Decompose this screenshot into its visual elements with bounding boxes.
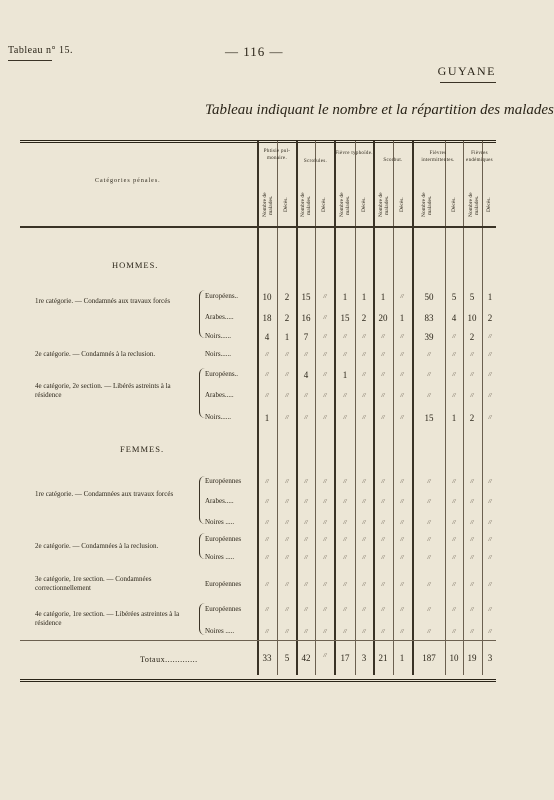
totals-label: Totaux.............	[140, 655, 198, 664]
table-cell: //	[488, 629, 492, 635]
table-cell: //	[452, 372, 456, 378]
table-cell: //	[285, 629, 289, 635]
sub-nombre: Nombre de malades.	[468, 192, 480, 218]
totals-cell: 1	[399, 653, 405, 663]
table-cell: 5	[451, 292, 457, 302]
table-cell: 2	[487, 313, 493, 323]
table-cell: //	[381, 415, 385, 421]
table-cell: //	[362, 537, 366, 543]
table-cell: 1	[451, 413, 457, 423]
table-cell: //	[285, 479, 289, 485]
sub-deces: Décès.	[451, 197, 457, 213]
col-rule	[315, 141, 316, 675]
table-cell: //	[362, 582, 366, 588]
table-cell: 15	[340, 313, 350, 323]
sub-nombre: Nombre de malades.	[378, 192, 390, 218]
table-cell: //	[427, 555, 431, 561]
col-group-fievres-intermittentes: Fièvres intermittentes.	[421, 151, 455, 163]
table-cell: //	[285, 555, 289, 561]
table-cell: //	[304, 629, 308, 635]
table-cell: //	[452, 629, 456, 635]
table-cell: //	[488, 372, 492, 378]
table-cell: 5	[469, 292, 475, 302]
table-cell: 50	[424, 292, 434, 302]
table-cell: //	[343, 582, 347, 588]
header-bottom-rule	[20, 226, 496, 228]
table-cell: //	[470, 372, 474, 378]
table-cell: //	[381, 582, 385, 588]
table-cell: //	[362, 555, 366, 561]
table-cell: 10	[262, 292, 272, 302]
category-hommes-3: 4e catégorie, 2e section. — Libérés astreints à la résidence	[35, 382, 171, 399]
group-europeens: Européens..	[205, 292, 239, 300]
table-cell: //	[427, 479, 431, 485]
group-noires: Noires .....	[205, 627, 235, 635]
sub-nombre: Nombre de malades.	[339, 192, 351, 218]
table-cell: //	[323, 555, 327, 561]
table-cell: //	[400, 352, 404, 358]
table-cell: //	[381, 479, 385, 485]
table-cell: //	[470, 479, 474, 485]
category-hommes-2: 2e catégorie. — Condamnés à la reclusion.	[35, 350, 156, 358]
table-cell: //	[452, 582, 456, 588]
table-cell: //	[323, 607, 327, 613]
group-noires: Noires .....	[205, 553, 235, 561]
col-rule	[355, 141, 356, 675]
table-cell: //	[285, 393, 289, 399]
table-cell: 1	[399, 313, 405, 323]
totals-cell: 3	[361, 653, 367, 663]
col-group-scorbut: Scorbut.	[383, 158, 403, 163]
table-cell: //	[470, 393, 474, 399]
table-cell: //	[470, 499, 474, 505]
totals-cell: 17	[340, 653, 350, 663]
table-cell: //	[452, 393, 456, 399]
table-cell: //	[427, 352, 431, 358]
table-cell: //	[400, 629, 404, 635]
table-cell: 16	[301, 313, 311, 323]
table-cell: //	[304, 520, 308, 526]
header-rule	[8, 60, 52, 61]
totals-cell: 19	[467, 653, 477, 663]
table-cell: //	[343, 352, 347, 358]
row-header-label: Catégories pénales.	[95, 178, 161, 184]
col-group-fievres-endemiques: Fièvres endémiques	[466, 151, 493, 163]
group-arabes: Arabes.....	[205, 313, 234, 321]
col-rule	[277, 141, 278, 675]
section-femmes: FEMMES.	[120, 444, 165, 454]
table-cell: //	[265, 582, 269, 588]
table-cell: //	[488, 415, 492, 421]
table-cell: //	[304, 352, 308, 358]
table-cell: 2	[284, 292, 290, 302]
table-cell: //	[323, 315, 327, 321]
table-cell: //	[343, 607, 347, 613]
table-cell: //	[381, 352, 385, 358]
col-rule	[296, 141, 298, 675]
table-cell: //	[304, 499, 308, 505]
table-cell: //	[362, 352, 366, 358]
table-cell: //	[362, 629, 366, 635]
table-cell: //	[427, 582, 431, 588]
table-cell: //	[427, 629, 431, 635]
totals-cell: 187	[422, 653, 436, 663]
col-rule	[445, 141, 446, 675]
table-cell: //	[323, 537, 327, 543]
table-cell: 18	[262, 313, 272, 323]
table-number: Tableau n° 15.	[8, 45, 74, 56]
table-cell: //	[265, 499, 269, 505]
table-cell: //	[362, 334, 366, 340]
table-cell: //	[381, 372, 385, 378]
totals-cell: 21	[378, 653, 388, 663]
table-cell: //	[362, 393, 366, 399]
table-cell: //	[362, 520, 366, 526]
table-cell: //	[470, 520, 474, 526]
table-cell: //	[265, 393, 269, 399]
group-arabes: Arabes.....	[205, 391, 234, 399]
table-cell: 1	[380, 292, 386, 302]
table-cell: //	[400, 582, 404, 588]
table-cell: //	[362, 415, 366, 421]
table-cell: //	[488, 334, 492, 340]
table-cell: //	[323, 479, 327, 485]
table-cell: 15	[424, 413, 434, 423]
table-cell: //	[343, 555, 347, 561]
table-cell: //	[470, 537, 474, 543]
col-group-phtisie: Phtisie pul-monaire.	[263, 149, 291, 161]
col-rule	[393, 141, 394, 675]
table-cell: //	[452, 499, 456, 505]
table-cell: //	[285, 352, 289, 358]
sub-deces: Décès.	[321, 197, 327, 213]
group-europeennes: Européennes	[205, 580, 242, 588]
group-europeennes: Européennes	[205, 477, 242, 485]
region-heading: GUYANE	[437, 64, 496, 78]
table-cell: //	[343, 479, 347, 485]
table-cell: //	[488, 352, 492, 358]
region-rule	[440, 82, 496, 83]
table-cell: 4	[303, 370, 309, 380]
table-cell: //	[285, 520, 289, 526]
table-cell: //	[470, 555, 474, 561]
table-cell: //	[285, 372, 289, 378]
table-cell: //	[304, 582, 308, 588]
group-arabes: Arabes.....	[205, 497, 234, 505]
table-cell: //	[427, 393, 431, 399]
table-cell: //	[452, 607, 456, 613]
table-cell: 83	[424, 313, 434, 323]
table-cell: 15	[301, 292, 311, 302]
table-cell: //	[427, 537, 431, 543]
table-cell: //	[343, 499, 347, 505]
table-cell: //	[452, 537, 456, 543]
sub-deces: Décès.	[283, 197, 289, 213]
table-cell: 2	[361, 313, 367, 323]
col-rule	[334, 141, 336, 675]
table-cell: //	[265, 372, 269, 378]
table-cell: 20	[378, 313, 388, 323]
table-cell: //	[265, 479, 269, 485]
table-cell: //	[452, 520, 456, 526]
table-cell: //	[488, 555, 492, 561]
table-cell: //	[343, 629, 347, 635]
table-cell: 10	[467, 313, 477, 323]
totals-cell: 5	[284, 653, 290, 663]
table-cell: //	[488, 520, 492, 526]
table-cell: //	[452, 555, 456, 561]
totals-top-rule	[20, 640, 496, 641]
group-noirs: Noirs......	[205, 332, 232, 340]
totals-cell: //	[323, 653, 327, 659]
table-cell: //	[285, 415, 289, 421]
table-cell: 1	[487, 292, 493, 302]
group-europeennes: Européennes	[205, 605, 242, 613]
table-cell: //	[343, 537, 347, 543]
table-cell: //	[400, 415, 404, 421]
totals-cell: 42	[301, 653, 311, 663]
table-cell: //	[427, 607, 431, 613]
table-cell: //	[488, 393, 492, 399]
table-cell: //	[323, 294, 327, 300]
table-cell: 7	[303, 332, 309, 342]
table-cell: //	[381, 499, 385, 505]
sub-nombre: Nombre de malades.	[421, 192, 433, 218]
table-cell: //	[381, 520, 385, 526]
group-noirs: Noirs......	[205, 350, 232, 358]
table-cell: //	[265, 352, 269, 358]
table-cell: 1	[284, 332, 290, 342]
category-femmes-4: 4e catégorie, 1re section. — Libérées astreintes à la résidence	[35, 610, 180, 627]
table-cell: //	[362, 607, 366, 613]
table-cell: //	[362, 499, 366, 505]
table-cell: 4	[264, 332, 270, 342]
sub-nombre: Nombre de malades.	[262, 192, 274, 218]
table-cell: 2	[469, 413, 475, 423]
table-cell: //	[343, 393, 347, 399]
table-cell: //	[452, 352, 456, 358]
table-cell: //	[427, 372, 431, 378]
table-cell: //	[488, 582, 492, 588]
table-cell: //	[265, 629, 269, 635]
category-femmes-1: 1re catégorie. — Condamnées aux travaux forcés	[35, 490, 174, 498]
table-cell: //	[323, 582, 327, 588]
table-cell: //	[304, 415, 308, 421]
col-rule	[257, 141, 259, 675]
table-cell: //	[343, 334, 347, 340]
table-cell: //	[381, 537, 385, 543]
sub-deces: Décès.	[486, 197, 492, 213]
table-cell: //	[362, 479, 366, 485]
table-cell: //	[304, 607, 308, 613]
table-cell: //	[488, 607, 492, 613]
table-cell: //	[400, 372, 404, 378]
table-cell: //	[323, 334, 327, 340]
table-cell: //	[285, 607, 289, 613]
table-cell: //	[323, 629, 327, 635]
page-number: — 116 —	[225, 44, 284, 59]
table-cell: //	[400, 499, 404, 505]
col-group-fievre-typhoide: Fièvre typhoïde.	[335, 151, 373, 156]
table-cell: //	[381, 334, 385, 340]
category-femmes-3: 3e catégorie, 1re section. — Condamnées correctionnellement	[35, 575, 152, 592]
group-europeens: Européens..	[205, 370, 239, 378]
group-noirs: Noirs......	[205, 413, 232, 421]
table-cell: //	[362, 372, 366, 378]
table-cell: //	[400, 479, 404, 485]
category-hommes-1: 1re catégorie. — Condamnés aux travaux forcés	[35, 297, 171, 305]
col-rule	[412, 141, 414, 675]
table-cell: //	[323, 520, 327, 526]
col-rule	[463, 141, 464, 675]
table-cell: //	[265, 537, 269, 543]
table-cell: //	[470, 629, 474, 635]
table-cell: //	[343, 415, 347, 421]
table-cell: 1	[264, 413, 270, 423]
table-cell: //	[400, 537, 404, 543]
table-title: Tableau indiquant le nombre et la répartition des malades	[205, 102, 554, 118]
table-cell: //	[304, 537, 308, 543]
totals-cell: 33	[262, 653, 272, 663]
table-cell: //	[323, 352, 327, 358]
totals-cell: 10	[449, 653, 459, 663]
table-cell: 2	[284, 313, 290, 323]
table-cell: //	[265, 555, 269, 561]
table-cell: //	[488, 479, 492, 485]
table-cell: //	[400, 393, 404, 399]
table-cell: //	[265, 520, 269, 526]
table-cell: //	[400, 607, 404, 613]
totals-cell: 3	[487, 653, 493, 663]
sub-nombre: Nombre de malades.	[300, 192, 312, 218]
table-cell: //	[304, 479, 308, 485]
table-cell: //	[381, 393, 385, 399]
category-femmes-2: 2e catégorie. — Condamnées à la reclusion.	[35, 542, 159, 550]
table-cell: 2	[469, 332, 475, 342]
col-group-scrofules: Scrofules.	[303, 159, 328, 164]
col-rule	[482, 141, 483, 675]
table-cell: //	[470, 607, 474, 613]
table-cell: //	[427, 499, 431, 505]
sub-deces: Décès.	[361, 197, 367, 213]
table-cell: //	[427, 520, 431, 526]
table-cell: //	[470, 352, 474, 358]
table-cell: 1	[361, 292, 367, 302]
sub-deces: Décès.	[399, 197, 405, 213]
table-cell: //	[488, 537, 492, 543]
col-rule	[373, 141, 375, 675]
table-cell: 1	[342, 292, 348, 302]
table-cell: //	[452, 334, 456, 340]
table-cell: //	[381, 555, 385, 561]
table-cell: //	[323, 393, 327, 399]
group-noires: Noires .....	[205, 518, 235, 526]
group-europeennes: Européennes	[205, 535, 242, 543]
table-cell: //	[381, 607, 385, 613]
table-cell: //	[400, 555, 404, 561]
table-cell: //	[304, 393, 308, 399]
table-cell: //	[265, 607, 269, 613]
table-cell: //	[400, 294, 404, 300]
table-cell: //	[470, 582, 474, 588]
table-cell: //	[343, 520, 347, 526]
table-cell: //	[488, 499, 492, 505]
table-cell: //	[285, 537, 289, 543]
table-cell: //	[285, 582, 289, 588]
section-hommes: HOMMES.	[112, 260, 159, 270]
table-cell: //	[285, 499, 289, 505]
table-cell: //	[304, 555, 308, 561]
table-cell: 1	[342, 370, 348, 380]
table-cell: //	[323, 499, 327, 505]
table-cell: //	[323, 372, 327, 378]
table-cell: 4	[451, 313, 457, 323]
table-cell: //	[400, 520, 404, 526]
table-cell: //	[452, 479, 456, 485]
table-cell: //	[381, 629, 385, 635]
table-cell: //	[400, 334, 404, 340]
table-cell: //	[323, 415, 327, 421]
table-cell: 39	[424, 332, 434, 342]
